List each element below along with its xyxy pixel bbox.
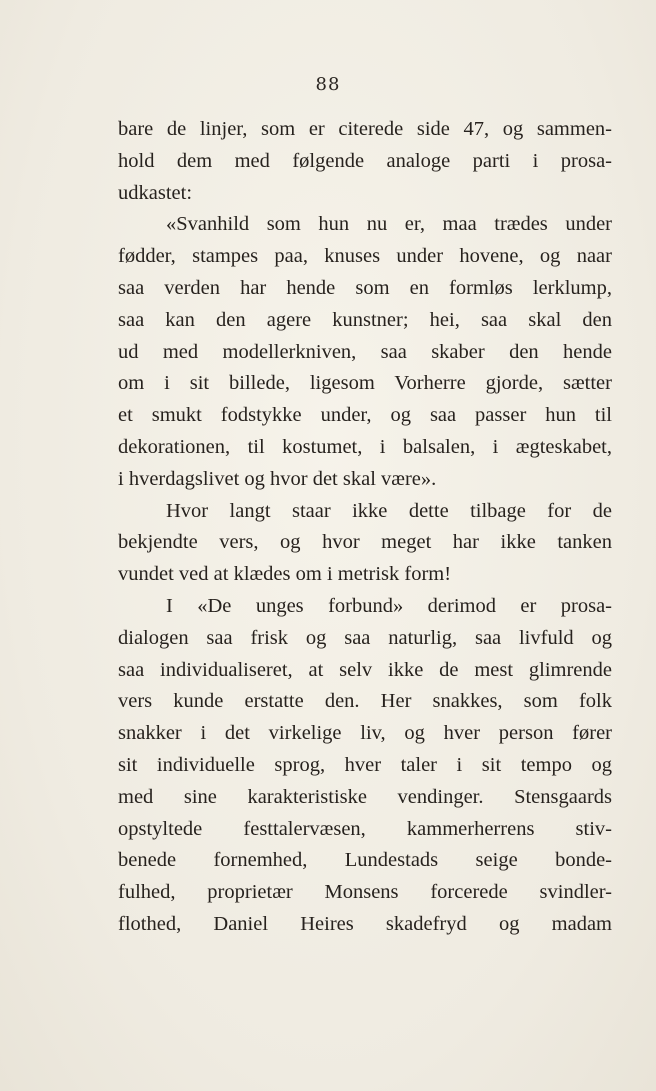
text-line: fødder, stampes paa, knuses under hovene, og naar	[118, 245, 612, 268]
text-line: vundet ved at klædes om i metrisk form!	[118, 563, 452, 586]
text-line: dekorationen, til kostumet, i balsalen, i ægteskabet,	[118, 435, 612, 458]
text-line: om i sit billede, ligesom Vorherre gjorde, sætter	[118, 372, 612, 395]
text-line: med sine karakteristiske vendinger. Stensgaards	[118, 785, 612, 808]
text-line: et smukt fodstykke under, og saa passer hun til	[118, 404, 612, 427]
text-line: udkastet:	[118, 181, 193, 204]
text-line: sit individuelle sprog, hver taler i sit tempo og	[118, 753, 612, 776]
text-line: Hvor langt staar ikke dette tilbage for de	[166, 499, 612, 522]
text-line: «Svanhild som hun nu er, maa trædes under	[166, 213, 612, 236]
text-line: saa kan den agere kunstner; hei, saa skal den	[118, 308, 612, 331]
text-line: bare de linjer, som er citerede side 47, og sammen-	[118, 118, 612, 140]
text-line: saa verden har hende som en formløs lerklump,	[118, 276, 612, 299]
text-line: opstyltede festtalervæsen, kammerherrens stiv-	[118, 817, 612, 840]
page-number: 88	[315, 74, 341, 95]
text-line: vers kunde erstatte den. Her snakkes, som folk	[118, 690, 612, 713]
text-line: fulhed, proprietær Monsens forcerede svindler-	[118, 881, 612, 904]
text-line: i hverdagslivet og hvor det skal være».	[118, 467, 437, 490]
text-line: bekjendte vers, og hvor meget har ikke tanken	[118, 531, 612, 554]
text-line: snakker i det virkelige liv, og hver person fører	[118, 722, 612, 745]
text-line: saa individualiseret, at selv ikke de mest glimrende	[118, 658, 612, 681]
text-line: dialogen saa frisk og saa naturlig, saa livfuld og	[118, 626, 612, 649]
text-line: hold dem med følgende analoge parti i prosa-	[118, 149, 612, 172]
text-line: benede fornemhed, Lundestads seige bonde-	[118, 849, 612, 872]
body-text	[118, 114, 612, 941]
text-line: flothed, Daniel Heires skadefryd og madam	[118, 912, 612, 935]
text-line: I «De unges forbund» derimod er prosa-	[166, 594, 612, 617]
text-line: ud med modellerkniven, saa skaber den hende	[118, 340, 612, 363]
